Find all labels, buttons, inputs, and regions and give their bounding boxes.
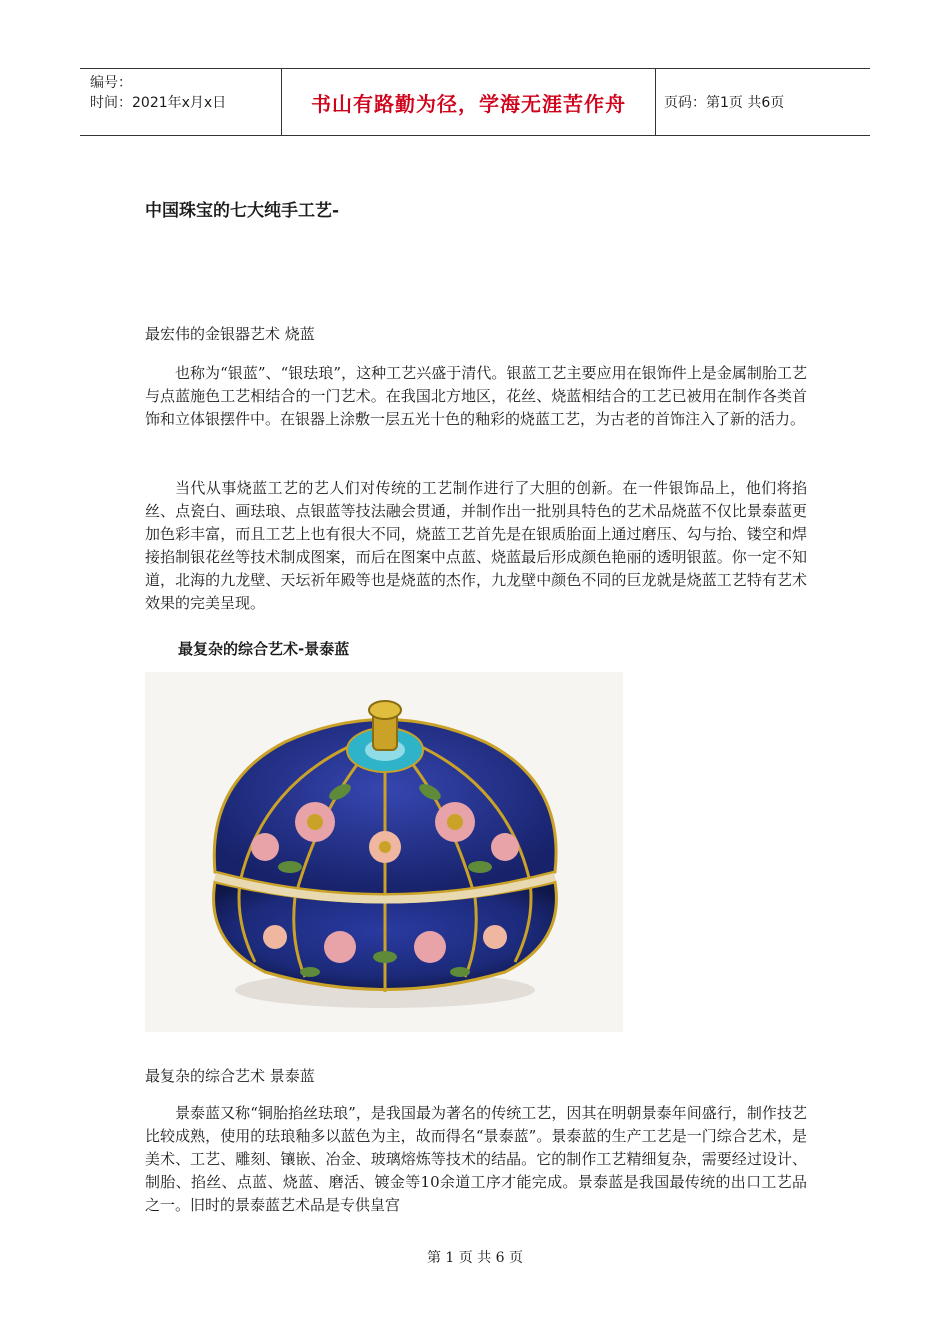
section2-title: 最复杂的综合艺术 景泰蓝	[145, 1067, 315, 1085]
section1-paragraph-2: 当代从事烧蓝工艺的艺人们对传统的工艺制作进行了大胆的创新。在一件银饰品上，他们将掐丝、点瓷白、画珐琅、点银蓝等技法融会贯通，并制作出一批别具特色的艺术品烧蓝不仅比景泰蓝更加色彩丰富，而且工艺上也有很大不同，烧蓝工艺首先是在银质胎面上通过磨压、勾与抬、镂空和焊接掐制银花丝等技术制成图案，而后在图案中点蓝、烧蓝最后形成颜色艳丽的透明银蓝。你一定不知道，北海的九龙壁、天坛祈年殿等也是烧蓝的杰作，九龙壁中颜色不同的巨龙就是烧蓝工艺特有艺术效果的完美呈现。	[145, 479, 807, 612]
section2-heading: 最复杂的综合艺术-景泰蓝	[178, 640, 350, 658]
number-label: 编号：	[90, 75, 132, 91]
document-title: 中国珠宝的七大纯手工艺-	[145, 201, 340, 221]
page-header	[80, 68, 870, 136]
cloisonne-pumpkin-box-icon	[145, 672, 623, 1032]
header-motto: 书山有路勤为径，学海无涯苦作舟	[282, 69, 656, 135]
header-page-info: 页码：第1页 共6页	[664, 95, 785, 111]
section1-title: 最宏伟的金银器艺术 烧蓝	[145, 325, 315, 343]
header-meta	[80, 69, 282, 135]
section1-paragraph-1: 也称为“银蓝”、“银珐琅”，这种工艺兴盛于清代。银蓝工艺主要应用在银饰件上是金属制胎工艺与点蓝施色工艺相结合的一门艺术。在我国北方地区，花丝、烧蓝相结合的工艺已被用在制作各类首饰和立体银摆件中。在银器上涂敷一层五光十色的釉彩的烧蓝工艺，为古老的首饰注入了新的活力。	[145, 364, 807, 428]
cloisonne-box-photo	[145, 672, 623, 1032]
section2-paragraph-1: 景泰蓝又称“铜胎掐丝珐琅”，是我国最为著名的传统工艺，因其在明朝景泰年间盛行，制作技艺比较成熟，使用的珐琅釉多以蓝色为主，故而得名“景泰蓝”。景泰蓝的生产工艺是一门综合艺术，是美术、工艺、雕刻、镶嵌、冶金、玻璃熔炼等技术的结晶。它的制作工艺精细复杂，需要经过设计、制胎、掐丝、点蓝、烧蓝、磨活、镀金等10余道工序才能完成。景泰蓝是我国最传统的出口工艺品之一。旧时的景泰蓝艺术品是专供皇宫	[145, 1104, 807, 1214]
page-footer: 第 1 页 共 6 页	[426, 1250, 524, 1266]
time-label: 时间：2021年x月x日	[90, 95, 227, 111]
